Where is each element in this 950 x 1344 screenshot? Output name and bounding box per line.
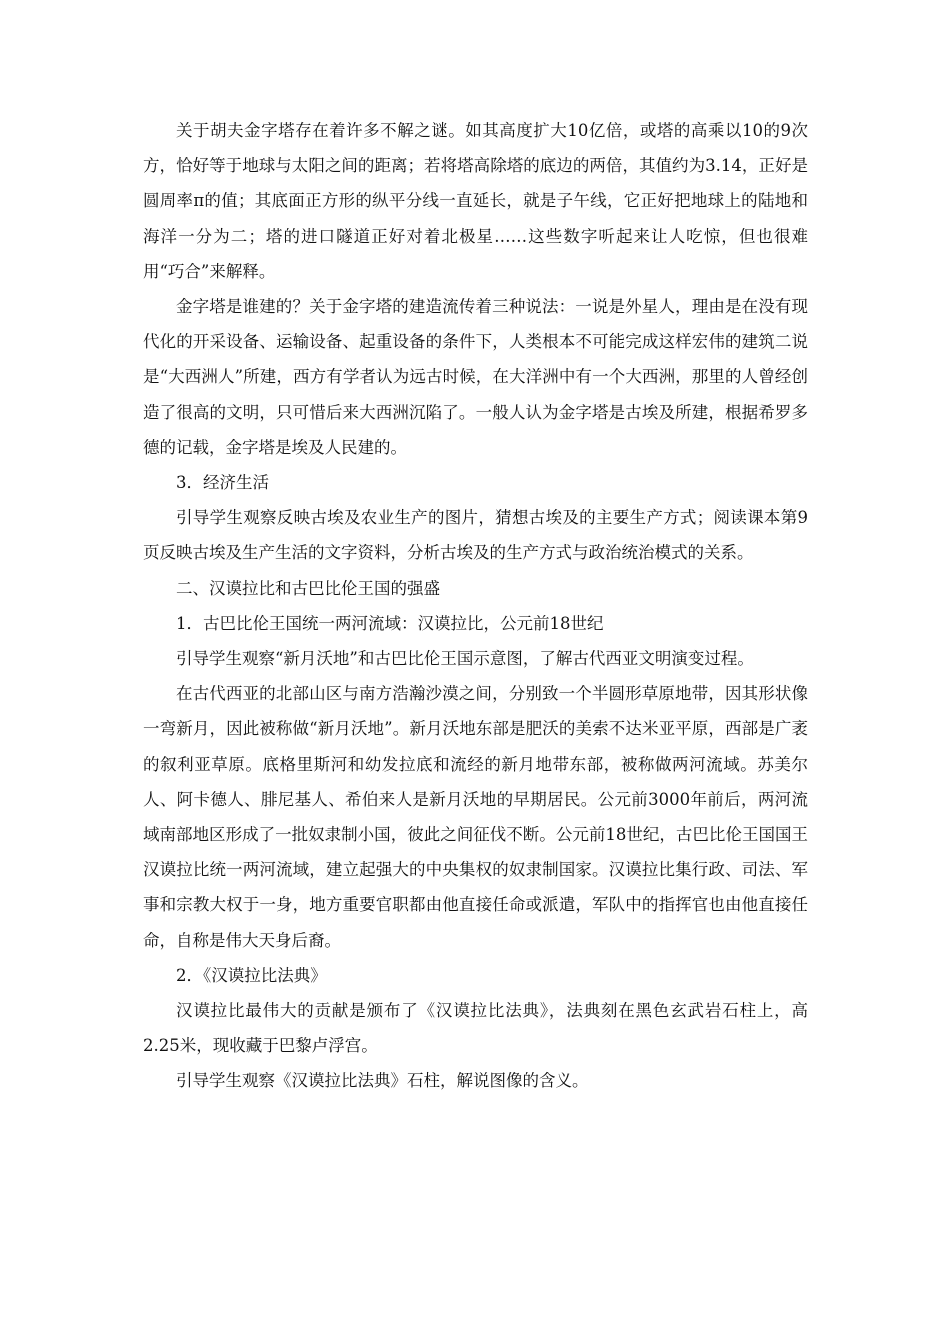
subheading-code-of-hammurabi: 2．《汉谟拉比法典》 — [176, 965, 327, 985]
paragraph-pyramid-mysteries: 关于胡夫金字塔存在着许多不解之谜。如其高度扩大10亿倍，或塔的高乘以10的9次方，恰好等于地球与太阳之间的距离；若将塔高除塔的底边的两倍，其值约为3.14，正好是圆周率π的值；其底面正方形的纵平分线一直延长，就是子午线，它正好把地球上的陆地和海洋一分为二；塔的进口隧道正好对着北极星……这些数字听起来让人吃惊，但也很难用“巧合”来解释。 — [143, 121, 808, 281]
paragraph-pyramid-builders: 金字塔是谁建的？关于金字塔的建造流传着三种说法：一说是外星人，理由是在没有现代化的开采设备、运输设备、起重设备的条件下，人类根本不可能完成这样宏伟的建筑二说是“大西洲人”所建，西方有学者认为远古时候，在大洋洲中有一个大西洲，那里的人曾经创造了很高的文明，只可惜后来大西洲沉陷了。一般人认为金字塔是古埃及所建，根据希罗多德的记载，金字塔是埃及人民建的。 — [143, 297, 808, 457]
document-body — [143, 113, 808, 1099]
paragraph-fertile-crescent: 在古代西亚的北部山区与南方浩瀚沙漠之间，分别致一个半圆形草原地带，因其形状像一弯新月，因此被称做“新月沃地”。新月沃地东部是肥沃的美索不达米亚平原，西部是广袤的叙利亚草原。底格里斯河和幼发拉底和流经的新月地带东部，被称做两河流域。苏美尔人、阿卡德人、腓尼基人、希伯来人是新月沃地的早期居民。公元前3000年前后，两河流域南部地区形成了一批奴隶制小国，彼此之间征伐不断。公元前18世纪，古巴比伦王国国王汉谟拉比统一两河流域，建立起强大的中央集权的奴隶制国家。汉谟拉比集行政、司法、军事和宗教大权于一身，地方重要官职都由他直接任命或派遣，军队中的指挥官也由他直接任命，自称是伟大天身后裔。 — [143, 684, 808, 950]
section-heading-hammurabi: 二、汉谟拉比和古巴比伦王国的强盛 — [176, 578, 440, 598]
paragraph-stele-guide: 引导学生观察《汉谟拉比法典》石柱，解说图像的含义。 — [176, 1071, 589, 1091]
section-heading-economic-life: 3．经济生活 — [176, 473, 269, 493]
paragraph-fertile-crescent-guide: 引导学生观察“新月沃地”和古巴比伦王国示意图，了解古代西亚文明演变过程。 — [176, 649, 754, 669]
subheading-babylon-unification: 1．古巴比伦王国统一两河流域：汉谟拉比，公元前18世纪 — [176, 613, 604, 633]
paragraph-egypt-agriculture: 引导学生观察反映古埃及农业生产的图片，猜想古埃及的主要生产方式；阅读课本第9页反映古埃及生产生活的文字资料，分析古埃及的生产方式与政治统治模式的关系。 — [143, 508, 808, 563]
paragraph-code-contribution: 汉谟拉比最伟大的贡献是颁布了《汉谟拉比法典》，法典刻在黑色玄武岩石柱上，高2.25米，现收藏于巴黎卢浮宫。 — [143, 1001, 808, 1056]
